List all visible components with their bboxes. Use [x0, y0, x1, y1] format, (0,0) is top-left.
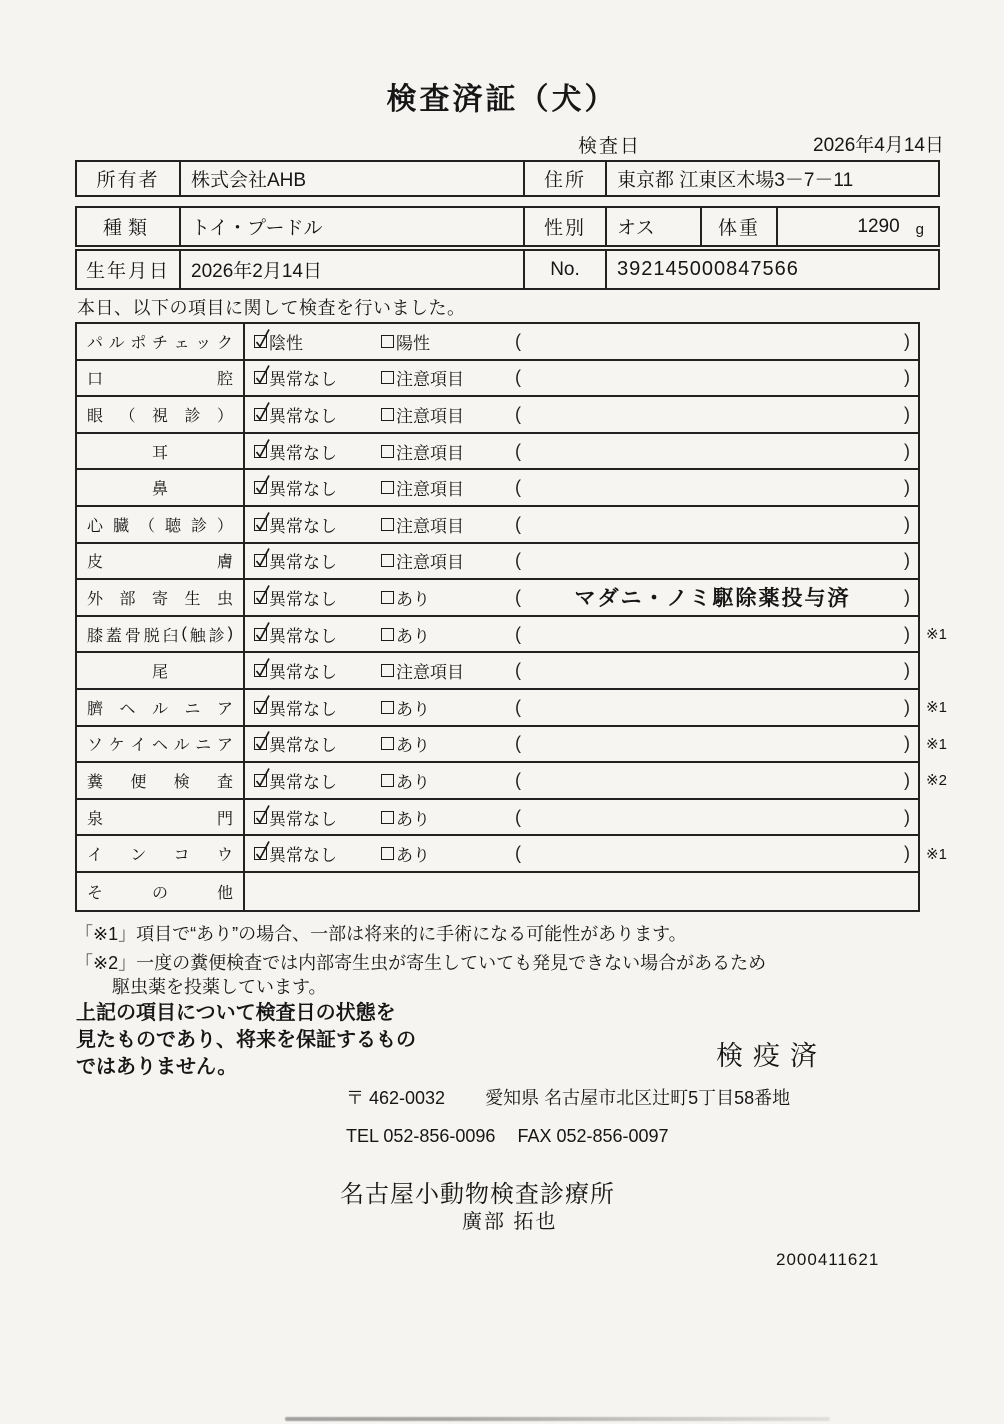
- result-option-1-label: 異常なし: [269, 626, 337, 646]
- checkbox-checked-icon: [254, 335, 267, 348]
- checkbox-checked-icon: [254, 591, 267, 604]
- paren-close: ): [904, 367, 910, 388]
- result-option-2: [381, 365, 515, 390]
- checkbox-checked-icon: [254, 628, 267, 641]
- exam-item-label: イ ン コ ウ: [77, 836, 245, 871]
- result-option-1-label: 陰性: [269, 333, 303, 353]
- quarantine-stamp: 検疫済: [716, 1041, 827, 1071]
- remarks-area: [515, 836, 918, 871]
- weight-value: [778, 208, 938, 245]
- paren-close: ): [904, 586, 910, 607]
- exam-row: [77, 836, 947, 873]
- weight-label: 体重: [702, 208, 778, 245]
- paren-open: (: [515, 623, 521, 644]
- exam-item-label: 糞 便 検 査: [77, 763, 245, 798]
- result-option-1: [254, 475, 381, 500]
- checkbox-checked-icon: [254, 701, 267, 714]
- remarks-text: マダニ・ノミ駆除薬投与済: [574, 587, 851, 611]
- scan-artifact-line: [285, 1417, 830, 1421]
- result-option-2-label: あり: [396, 809, 430, 829]
- exam-item-content: [245, 836, 918, 871]
- result-option-1: [254, 658, 381, 683]
- paren-open: (: [515, 733, 521, 754]
- owner-table: [75, 160, 940, 197]
- paren-close: ): [904, 843, 910, 864]
- remarks-area: [515, 361, 918, 396]
- exam-item-content: [245, 434, 918, 469]
- paren-close: ): [904, 696, 910, 717]
- checkbox-unchecked-icon: [381, 518, 394, 531]
- examiner-name: 廣部 拓也: [462, 1211, 558, 1233]
- result-option-1-label: 異常なし: [269, 589, 337, 609]
- exam-item-label: 臍 ヘ ル ニ ア: [77, 690, 245, 725]
- exam-row: [77, 434, 918, 471]
- checkbox-checked-icon: [254, 445, 267, 458]
- result-option-2: [381, 658, 515, 683]
- checkbox-unchecked-icon: [381, 664, 394, 677]
- exam-item-content: [245, 361, 918, 396]
- clinic-postal: 〒 462-0032: [346, 1088, 446, 1108]
- species-label: 種類: [77, 208, 181, 245]
- paren-open: (: [515, 769, 521, 790]
- page-title: 検査済証（犬）: [386, 83, 618, 116]
- checkbox-checked-icon: [254, 811, 267, 824]
- result-option-1: [254, 329, 381, 354]
- result-option-1: [254, 805, 381, 830]
- owner-value: 株式会社AHB: [181, 162, 525, 195]
- result-option-1: [254, 695, 381, 720]
- exam-item-content: [245, 397, 918, 432]
- paren-open: (: [515, 843, 521, 864]
- paren-close: ): [904, 440, 910, 461]
- clinic-tel: TEL 052-856-0096: [346, 1126, 496, 1146]
- exam-row: [77, 727, 947, 764]
- checkbox-checked-icon: [254, 408, 267, 421]
- owner-label: 所有者: [77, 162, 181, 195]
- checkbox-checked-icon: [254, 737, 267, 750]
- remarks-area: [515, 544, 918, 579]
- exam-item-label: 外 部 寄 生 虫: [77, 580, 245, 615]
- result-option-1: [254, 731, 381, 756]
- result-option-2: [381, 439, 515, 464]
- exam-item-label: 口 腔: [77, 361, 245, 396]
- exam-item-label: 鼻: [77, 470, 245, 505]
- result-option-2-label: 注意項目: [396, 406, 464, 426]
- result-option-2: [381, 805, 515, 830]
- result-option-1: [254, 585, 381, 610]
- footnote-3: 駆虫薬を投薬しています。: [112, 977, 327, 997]
- exam-date-value: 2026年4月14日: [813, 135, 944, 156]
- remarks-area: [515, 507, 918, 542]
- remarks-area: [515, 397, 918, 432]
- result-option-2-label: あり: [396, 772, 430, 792]
- result-option-2-label: 陽性: [396, 333, 430, 353]
- number-label: No.: [525, 251, 607, 288]
- statement-text: 本日、以下の項目に関して検査を行いました。: [77, 298, 466, 318]
- clinic-tel-line: [346, 1126, 669, 1147]
- exam-row: [77, 653, 918, 690]
- result-option-2-label: 注意項目: [396, 370, 464, 390]
- result-option-1: [254, 622, 381, 647]
- exam-row: [77, 800, 918, 837]
- result-option-1-label: 異常なし: [269, 772, 337, 792]
- result-option-1-label: 異常なし: [269, 370, 337, 390]
- result-option-1: [254, 768, 381, 793]
- paren-open: (: [515, 477, 521, 498]
- exam-row: [77, 763, 947, 800]
- result-option-2-label: あり: [396, 626, 430, 646]
- result-option-2: [381, 475, 515, 500]
- paren-open: (: [515, 440, 521, 461]
- paren-close: ): [904, 769, 910, 790]
- disclaimer-line-3: ではありません。: [76, 1056, 238, 1078]
- paren-open: (: [515, 513, 521, 534]
- exam-item-label: そ の 他: [77, 873, 245, 910]
- exam-item-label: 泉 門: [77, 800, 245, 835]
- result-option-2-label: あり: [396, 846, 430, 866]
- pet-info-table: [75, 206, 940, 247]
- disclaimer-line-2: 見たものであり、将来を保証するもの: [76, 1029, 416, 1051]
- checkbox-unchecked-icon: [381, 591, 394, 604]
- paren-open: (: [515, 330, 521, 351]
- checkbox-unchecked-icon: [381, 701, 394, 714]
- row-footnote-marker: ※1: [926, 845, 947, 863]
- footnote-1: 「※1」項目で“あり”の場合、一部は将来的に手術になる可能性があります。: [75, 924, 687, 944]
- result-option-1-label: 異常なし: [269, 406, 337, 426]
- birth-value: 2026年2月14日: [181, 251, 525, 288]
- clinic-address: 愛知県 名古屋市北区辻町5丁目58番地: [485, 1088, 791, 1108]
- checkbox-checked-icon: [254, 847, 267, 860]
- checkbox-checked-icon: [254, 481, 267, 494]
- paren-open: (: [515, 367, 521, 388]
- exam-item-content: [245, 617, 918, 652]
- exam-item-label: ソ ケ イ ヘ ル ニ ア: [77, 727, 245, 762]
- exam-item-label: 膝 蓋 骨 脱 臼 ( 触 診 ): [77, 617, 245, 652]
- sex-label: 性別: [525, 208, 607, 245]
- result-option-2: [381, 622, 515, 647]
- disclaimer-line-1: 上記の項目について検査日の状態を: [76, 1002, 396, 1024]
- remarks-area: [515, 763, 918, 798]
- checkbox-unchecked-icon: [381, 554, 394, 567]
- checkbox-checked-icon: [254, 664, 267, 677]
- exam-item-content: [245, 690, 918, 725]
- weight-unit: g: [915, 221, 924, 238]
- clinic-fax: FAX 052-856-0097: [517, 1126, 669, 1146]
- exam-row: [77, 507, 918, 544]
- result-option-1: [254, 548, 381, 573]
- checkbox-checked-icon: [254, 371, 267, 384]
- result-option-2: [381, 548, 515, 573]
- exam-row: [77, 397, 918, 434]
- result-option-1-label: 異常なし: [269, 663, 337, 683]
- address-value: 東京都 江東区木場3－7－11: [617, 170, 854, 191]
- footnote-2: 「※2」一度の糞便検査では内部寄生虫が寄生していても発見できない場合があるため: [75, 953, 767, 973]
- checkbox-unchecked-icon: [381, 774, 394, 787]
- result-option-2-label: あり: [396, 589, 430, 609]
- checkbox-checked-icon: [254, 554, 267, 567]
- paren-close: ): [904, 330, 910, 351]
- weight-number: 1290: [857, 215, 900, 237]
- result-option-2: [381, 768, 515, 793]
- exam-item-content: [245, 653, 918, 688]
- remarks-area: [515, 580, 918, 615]
- exam-item-content: [245, 763, 918, 798]
- result-option-2: [381, 329, 515, 354]
- result-option-1-label: 異常なし: [269, 516, 337, 536]
- remarks-area: [515, 470, 918, 505]
- exam-row: [77, 873, 918, 910]
- disclaimer-text: [76, 1000, 416, 1081]
- checkbox-checked-icon: [254, 518, 267, 531]
- result-option-1: [254, 512, 381, 537]
- birth-label: 生年月日: [77, 251, 181, 288]
- checkbox-unchecked-icon: [381, 628, 394, 641]
- remarks-area: [515, 690, 918, 725]
- paren-close: ): [904, 623, 910, 644]
- exam-item-label: パ ル ポ チ ェ ッ ク: [77, 324, 245, 359]
- result-option-1-label: 異常なし: [269, 480, 337, 500]
- result-option-2: [381, 402, 515, 427]
- result-option-1-label: 異常なし: [269, 699, 337, 719]
- number-value: 392145000847566: [617, 258, 799, 280]
- remarks-area: [515, 727, 918, 762]
- row-footnote-marker: ※2: [926, 772, 947, 790]
- sex-value: オス: [607, 208, 702, 245]
- result-option-2-label: 注意項目: [396, 553, 464, 573]
- checkbox-checked-icon: [254, 774, 267, 787]
- serial-number: 2000411621: [776, 1250, 880, 1269]
- exam-table: [75, 322, 947, 912]
- paren-close: ): [904, 806, 910, 827]
- result-option-1: [254, 841, 381, 866]
- paren-close: ): [904, 403, 910, 424]
- exam-row: [77, 361, 918, 398]
- exam-item-content: [245, 580, 918, 615]
- checkbox-unchecked-icon: [381, 481, 394, 494]
- exam-row: [77, 544, 918, 581]
- result-option-1: [254, 439, 381, 464]
- paren-open: (: [515, 806, 521, 827]
- result-option-1-label: 異常なし: [269, 809, 337, 829]
- checkbox-unchecked-icon: [381, 811, 394, 824]
- result-option-1-label: 異常なし: [269, 846, 337, 866]
- result-option-2-label: あり: [396, 699, 430, 719]
- result-option-2: [381, 695, 515, 720]
- exam-date-label: 検査日: [578, 136, 642, 157]
- result-option-2-label: 注意項目: [396, 663, 464, 683]
- result-option-1-label: 異常なし: [269, 443, 337, 463]
- checkbox-unchecked-icon: [381, 737, 394, 750]
- exam-row: [77, 324, 918, 361]
- exam-item-label: 眼 （ 視 診 ）: [77, 397, 245, 432]
- species-value: トイ・プードル: [181, 208, 525, 245]
- paren-open: (: [515, 660, 521, 681]
- result-option-2-label: 注意項目: [396, 443, 464, 463]
- remarks-area: [515, 434, 918, 469]
- exam-item-label: 心 臓 （ 聴 診 ）: [77, 507, 245, 542]
- result-option-2: [381, 841, 515, 866]
- row-footnote-marker: ※1: [926, 626, 947, 644]
- exam-item-content: [245, 324, 918, 359]
- exam-item-content: [245, 507, 918, 542]
- paren-open: (: [515, 696, 521, 717]
- clinic-address-line: [346, 1084, 790, 1110]
- paren-open: (: [515, 403, 521, 424]
- address-label: 住所: [525, 162, 607, 195]
- result-option-2: [381, 731, 515, 756]
- exam-item-content: [245, 544, 918, 579]
- exam-item-label: 皮 膚: [77, 544, 245, 579]
- remarks-area: [515, 324, 918, 359]
- checkbox-unchecked-icon: [381, 445, 394, 458]
- exam-item-label: 耳: [77, 434, 245, 469]
- paren-open: (: [515, 550, 521, 571]
- checkbox-unchecked-icon: [381, 408, 394, 421]
- paren-close: ): [904, 550, 910, 571]
- exam-row: [77, 580, 918, 617]
- remarks-area: [515, 800, 918, 835]
- result-option-2: [381, 585, 515, 610]
- exam-item-content: [245, 727, 918, 762]
- result-option-1: [254, 365, 381, 390]
- exam-item-label: 尾: [77, 653, 245, 688]
- result-option-1-label: 異常なし: [269, 736, 337, 756]
- row-footnote-marker: ※1: [926, 735, 947, 753]
- result-option-2-label: あり: [396, 736, 430, 756]
- paren-close: ): [904, 733, 910, 754]
- result-option-2: [381, 512, 515, 537]
- checkbox-unchecked-icon: [381, 371, 394, 384]
- remarks-area: [515, 617, 918, 652]
- exam-row: [77, 470, 918, 507]
- result-option-2-label: 注意項目: [396, 480, 464, 500]
- result-option-2-label: 注意項目: [396, 516, 464, 536]
- exam-item-content: [245, 800, 918, 835]
- clinic-name: 名古屋小動物検査診療所: [340, 1181, 615, 1208]
- result-option-1: [254, 402, 381, 427]
- exam-item-content: [245, 873, 918, 910]
- paren-close: ): [904, 660, 910, 681]
- paren-open: (: [515, 586, 521, 607]
- result-option-1-label: 異常なし: [269, 553, 337, 573]
- exam-row: [77, 617, 947, 654]
- birth-table: [75, 249, 940, 290]
- exam-row: [77, 690, 947, 727]
- checkbox-unchecked-icon: [381, 847, 394, 860]
- row-footnote-marker: ※1: [926, 699, 947, 717]
- paren-close: ): [904, 477, 910, 498]
- checkbox-unchecked-icon: [381, 335, 394, 348]
- remarks-area: [515, 653, 918, 688]
- paren-close: ): [904, 513, 910, 534]
- exam-item-content: [245, 470, 918, 505]
